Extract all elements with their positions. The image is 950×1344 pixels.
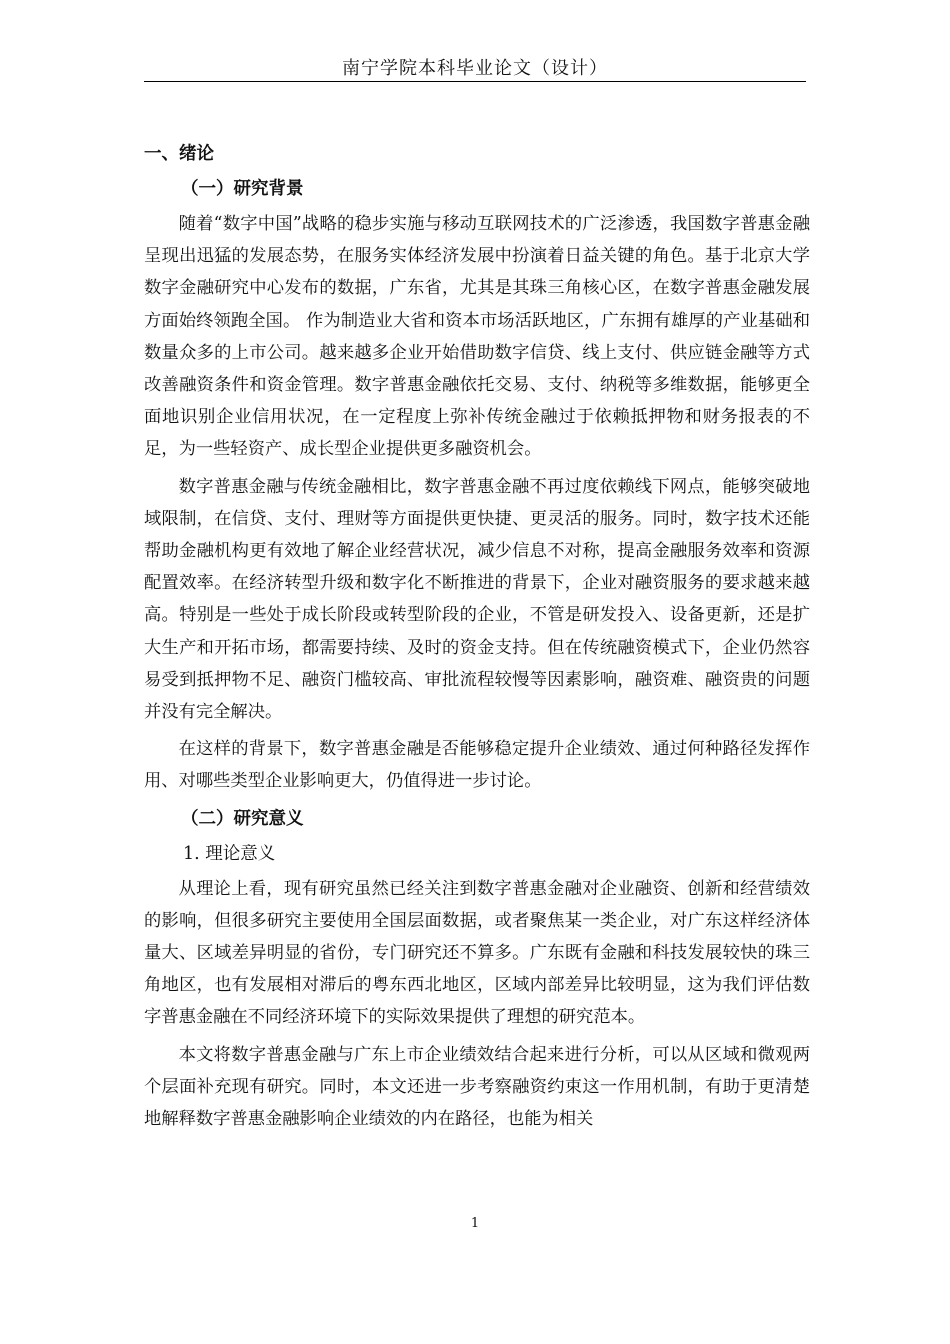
section-heading-background: （一）研究背景 — [181, 179, 304, 199]
paragraph: 数字普惠金融与传统金融相比，数字普惠金融不再过度依赖线下网点，能够突破地域限制，在信贷、支付、理财等方面提供更快捷、更灵活的服务。同时，数字技术还能帮助金融机构更有效地了解企业经营状况，减少信息不对称，提高金融服务效率和资源配置效率。在经济转型升级和数字化不断推进的背景下，企业对融资服务的要求越来越高。特别是一些处于成长阶段或转型阶段的企业，不管是研发投入、设备更新，还是扩大生产和开拓市场，都需要持续、及时的资金支持。但在传统融资模式下，企业仍然容易受到抵押物不足、融资门槛较高、审批流程较慢等因素影响，融资难、融资贵的问题并没有完全解决。 — [144, 476, 810, 723]
page-body — [144, 138, 810, 1135]
header-rule — [144, 81, 806, 82]
subsection-heading-theory: 1. 理论意义 — [183, 843, 276, 864]
paragraph: 在这样的背景下，数字普惠金融是否能够稳定提升企业绩效、通过何种路径发挥作用、对哪些类型企业影响更大，仍值得进一步讨论。 — [144, 739, 810, 792]
paragraph: 本文将数字普惠金融与广东上市企业绩效结合起来进行分析，可以从区域和微观两个层面补充现有研究。同时，本文还进一步考察融资约束这一作用机制，有助于更清楚地解释数字普惠金融影响企业绩效的内在路径，也能为相关 — [144, 1044, 810, 1130]
page-number: 1 — [470, 1216, 480, 1231]
running-header: 南宁学院本科毕业论文（设计） — [342, 58, 608, 79]
section-heading-significance: （二）研究意义 — [181, 808, 304, 829]
chapter-heading: 一、绪论 — [144, 144, 214, 164]
paragraph: 随着“数字中国”战略的稳步实施与移动互联网技术的广泛渗透，我国数字普惠金融呈现出迅猛的发展态势，在服务实体经济发展中扮演着日益关键的角色。基于北京大学数字金融研究中心发布的数据，广东省，尤其是其珠三角核心区，在数字普惠金融发展方面始终领跑全国。 作为制造业大省和资本市场活跃地区，广东拥有雄厚的产业基础和数量众多的上市公司。越来越多企业开始借助数字信贷、线上支付、供应链金融等方式改善融资条件和资金管理。数字普惠金融依托交易、支付、纳税等多维数据，能够更全面地识别企业信用状况，在一定程度上弥补传统金融过于依赖抵押物和财务报表的不足，为一些轻资产、成长型企业提供更多融资机会。 — [144, 214, 810, 460]
paragraph: 从理论上看，现有研究虽然已经关注到数字普惠金融对企业融资、创新和经营绩效的影响，但很多研究主要使用全国层面数据，或者聚焦某一类企业，对广东这样经济体量大、区域差异明显的省份，专门研究还不算多。广东既有金融和科技发展较快的珠三角地区，也有发展相对滞后的粤东西北地区，区域内部差异比较明显，这为我们评估数字普惠金融在不同经济环境下的实际效果提供了理想的研究范本。 — [144, 878, 810, 1028]
